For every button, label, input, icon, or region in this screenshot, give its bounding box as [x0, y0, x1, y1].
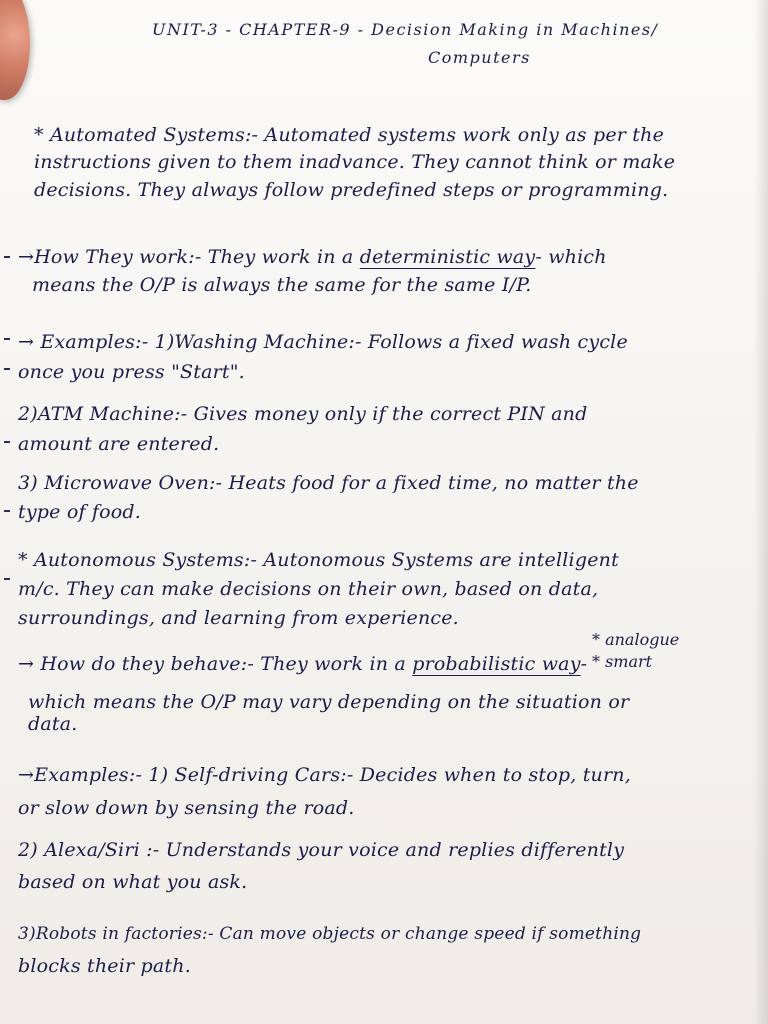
behave-suffix: -	[580, 653, 588, 675]
margin-tick	[4, 441, 10, 443]
margin-tick	[4, 510, 10, 512]
automated-example-line: 2)ATM Machine:- Gives money only if the correct PIN and	[18, 403, 588, 425]
autonomous-behave-line	[18, 652, 587, 676]
autonomous-example-line: 3)Robots in factories:- Can move objects or change speed if something	[18, 924, 642, 944]
how-suffix: - which	[535, 246, 607, 268]
page-edge-shadow	[754, 0, 768, 1024]
deterministic-term: deterministic way	[359, 246, 536, 268]
automated-definition-line: decisions. They always follow predefined steps or programming.	[34, 179, 669, 201]
automated-definition-line: instructions given to them inadvance. They cannot think or make	[34, 151, 676, 173]
autonomous-example-line: blocks their path.	[18, 955, 191, 977]
side-note: * smart	[592, 652, 653, 671]
autonomous-behave-line-2: which means the O/P may vary depending on the situation or	[28, 691, 630, 713]
autonomous-example-line: based on what you ask.	[18, 871, 248, 893]
chapter-heading-continued: Computers	[428, 48, 531, 67]
margin-tick	[4, 256, 10, 258]
thumb-in-frame	[0, 0, 30, 100]
automated-how-line	[18, 245, 607, 269]
behave-prefix: → How do they behave:- They work in a	[18, 653, 413, 675]
side-note: * analogue	[592, 630, 680, 649]
autonomous-definition-line: surroundings, and learning from experience.	[18, 607, 459, 629]
autonomous-behave-line-3: data.	[28, 713, 78, 735]
margin-tick	[4, 578, 10, 580]
automated-example-line: 3) Microwave Oven:- Heats food for a fixed time, no matter the	[18, 472, 639, 494]
autonomous-example-line: 2) Alexa/Siri :- Understands your voice and replies differently	[18, 839, 625, 861]
autonomous-definition-line: m/c. They can make decisions on their own, based on data,	[18, 578, 599, 600]
automated-example-line: amount are entered.	[18, 433, 220, 455]
margin-tick	[4, 338, 10, 340]
how-prefix: →How They work:- They work in a	[18, 246, 360, 268]
autonomous-example-line: or slow down by sensing the road.	[18, 797, 355, 819]
automated-example-line: once you press "Start".	[18, 361, 245, 383]
autonomous-example-line: →Examples:- 1) Self-driving Cars:- Decides when to stop, turn,	[18, 764, 631, 786]
margin-tick	[4, 368, 10, 370]
automated-example-line: → Examples:- 1)Washing Machine:- Follows a fixed wash cycle	[18, 331, 628, 353]
automated-example-line: type of food.	[18, 501, 142, 523]
automated-definition-line: * Automated Systems:- Automated systems work only as per the	[34, 124, 665, 146]
chapter-heading: UNIT-3 - CHAPTER-9 - Decision Making in Machines/	[152, 20, 659, 39]
automated-how-line-2: means the O/P is always the same for the same I/P.	[32, 274, 532, 296]
autonomous-definition-line: * Autonomous Systems:- Autonomous Systems are intelligent	[18, 549, 619, 571]
probabilistic-term: probabilistic way	[412, 653, 581, 675]
